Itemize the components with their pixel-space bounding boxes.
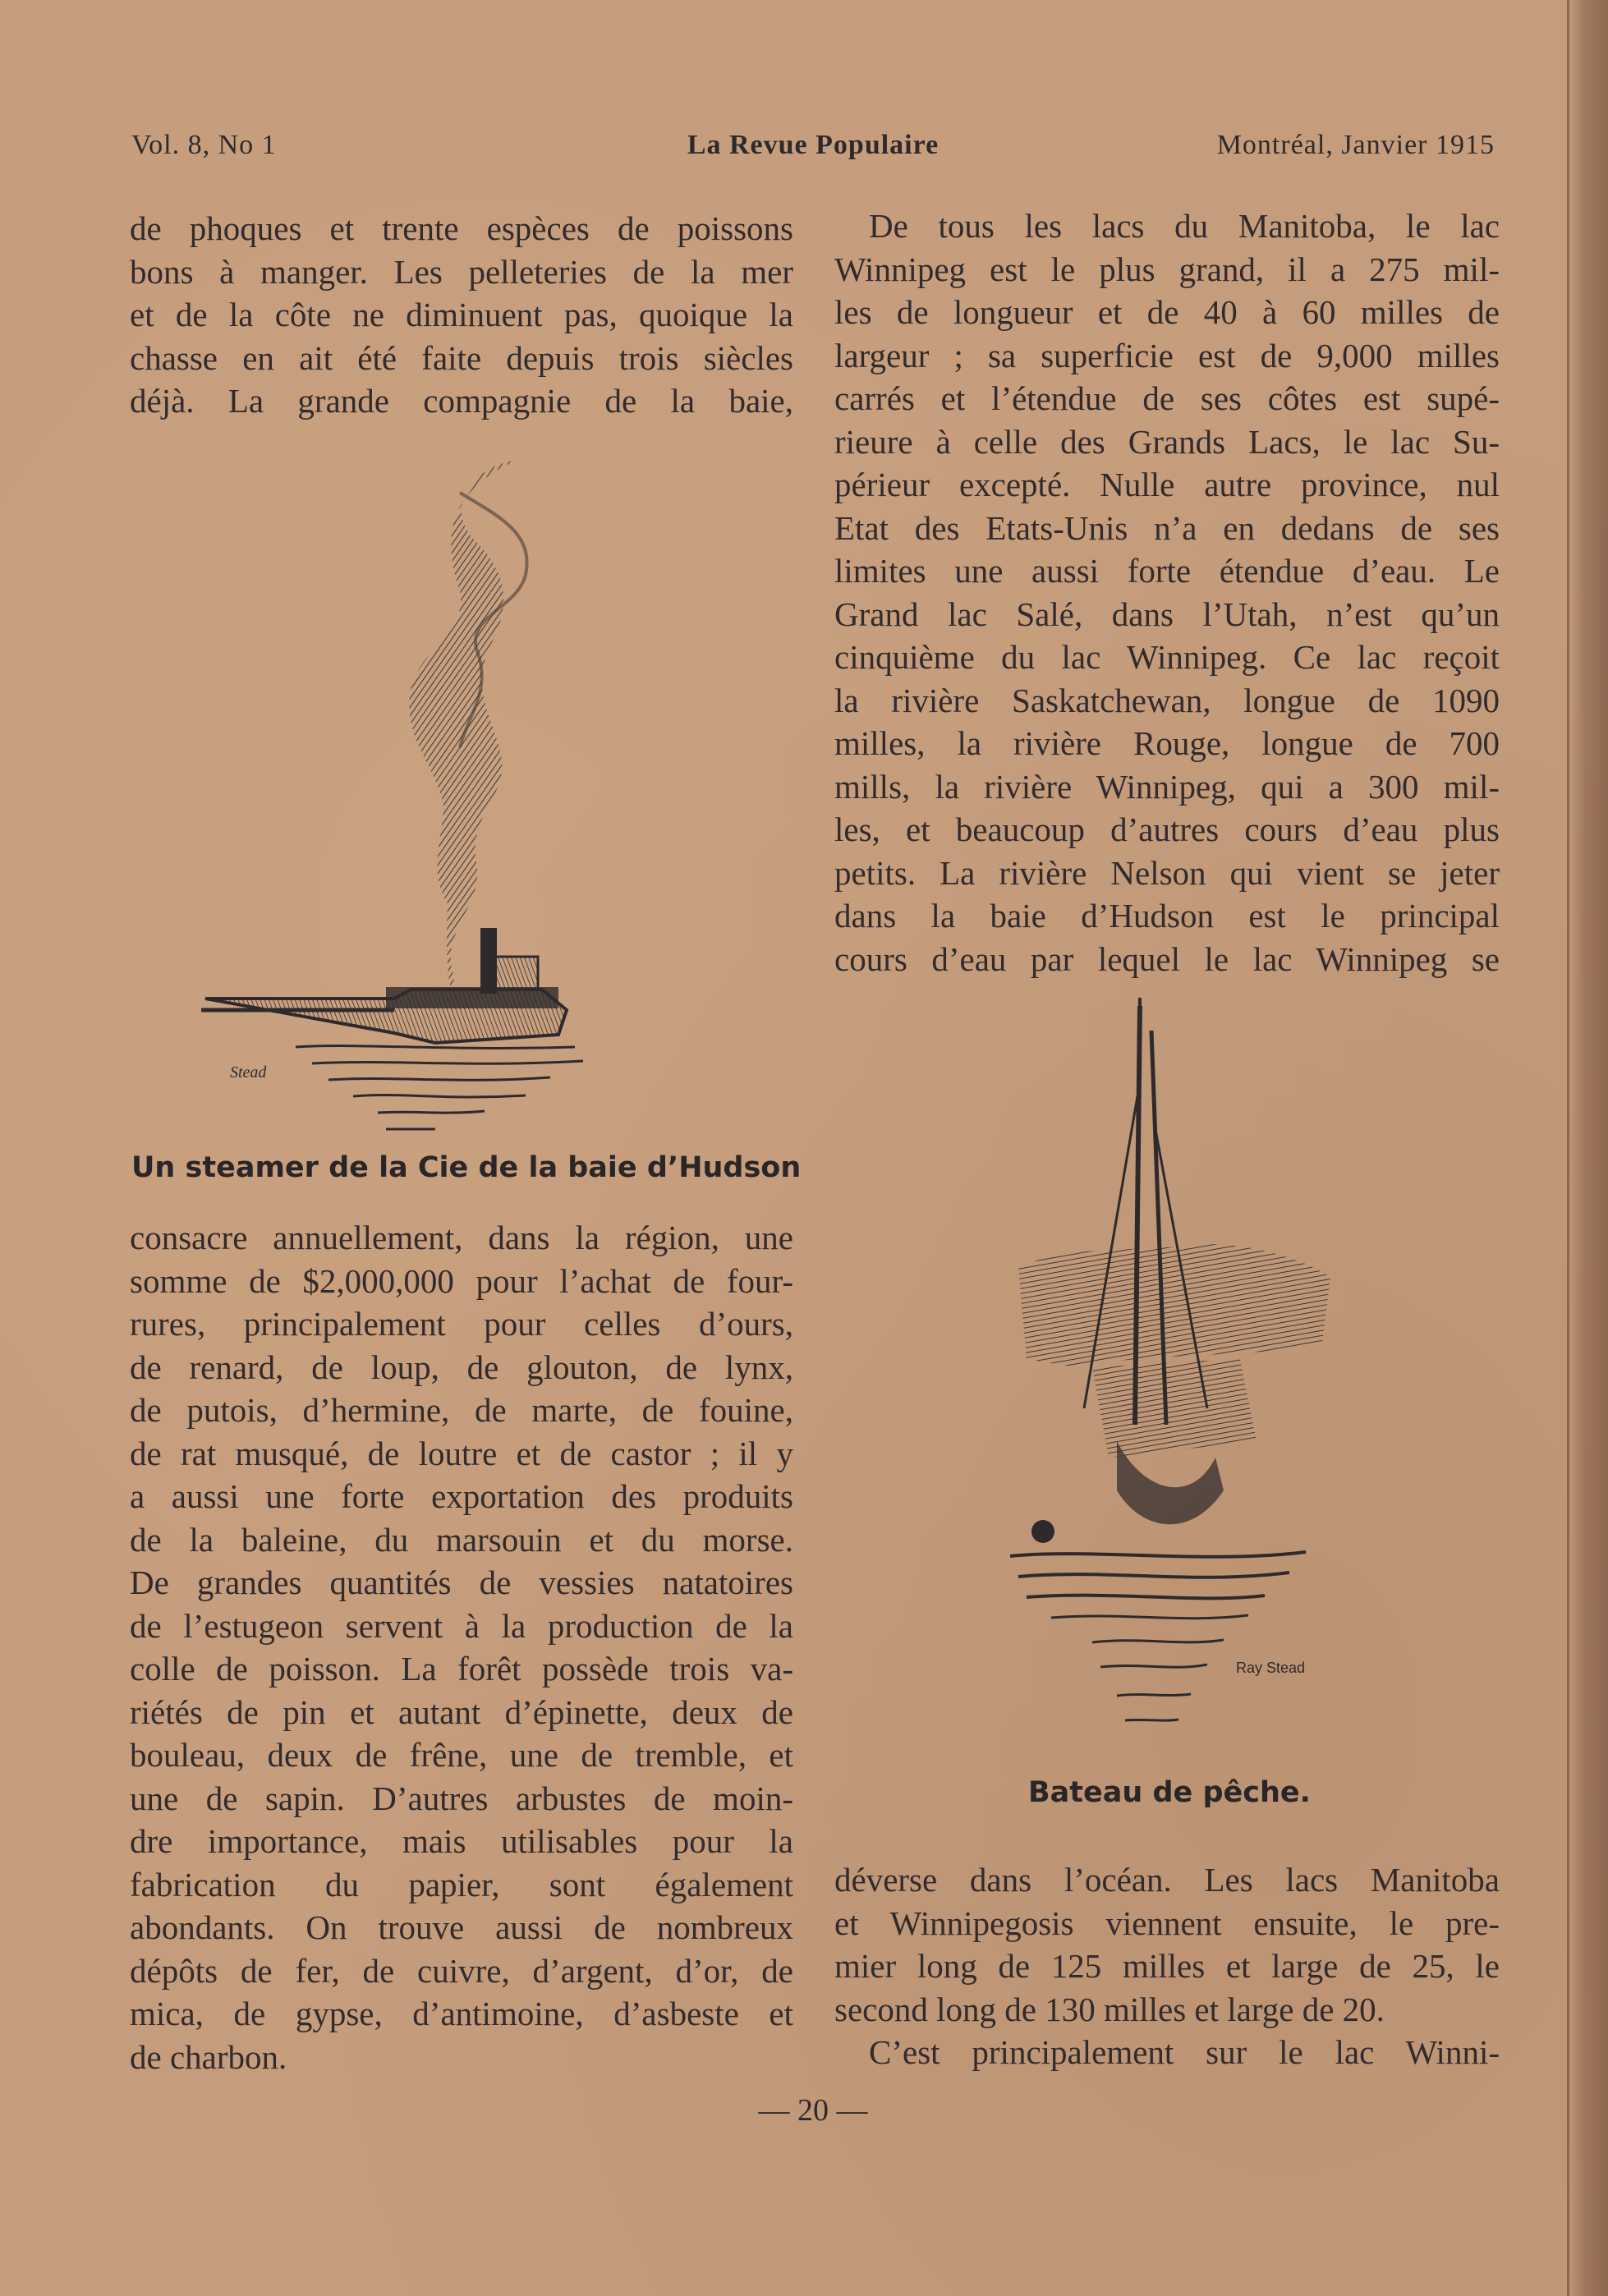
text-line: et de la côte ne diminuent pas, quoique la xyxy=(130,296,793,333)
text-line: colle de poisson. La forêt possède trois va- xyxy=(130,1650,793,1688)
text-line: de l’estugeon servent à la production de la xyxy=(130,1606,793,1645)
text-line: et Winnipegosis viennent ensuite, le pre- xyxy=(834,1903,1500,1942)
text-line: rieure à celle des Grands Lacs, le lac Su- xyxy=(834,422,1500,461)
text-line: de rat musqué, de loutre et de castor ; il y xyxy=(130,1434,793,1472)
text-line: périeur excepté. Nulle autre province, nul xyxy=(834,466,1500,503)
text-line: a aussi une forte exportation des produits xyxy=(130,1477,793,1515)
text-line: dans la baie d’Hudson est le principal xyxy=(834,897,1500,934)
text-line: les de longueur et de 40 à 60 milles de xyxy=(834,293,1500,331)
issue-date: Montréal, Janvier 1915 xyxy=(1216,130,1495,160)
text-line: de charbon. xyxy=(130,2037,287,2076)
text-line: carrés et l’étendue de ses côtes est supé- xyxy=(834,379,1500,417)
right-column-bottom-text xyxy=(834,1858,1500,2074)
page-edge-shadow xyxy=(1569,0,1608,2296)
text-line: une de sapin. D’autres arbustes de moin- xyxy=(130,1779,793,1817)
steamer-signature: Stead xyxy=(230,1063,267,1081)
text-line: milles, la rivière Rouge, longue de 700 xyxy=(834,724,1500,762)
fishing-boat-signature: Ray Stead xyxy=(1236,1660,1306,1676)
text-line: mier long de 125 milles et large de 25, le xyxy=(834,1947,1500,1985)
text-line: mills, la rivière Winnipeg, qui a 300 mil- xyxy=(834,767,1500,806)
text-line: bouleau, deux de frêne, une de tremble, et xyxy=(130,1736,793,1774)
text-line: Etat des Etats-Unis n’a en dedans de ses xyxy=(834,508,1500,547)
text-line: rures, principalement pour celles d’ours, xyxy=(130,1305,793,1343)
text-line: déverse dans l’océan. Les lacs Manitoba xyxy=(834,1861,1500,1899)
steamer-caption: Un steamer de la Cie de la baie d’Hudson xyxy=(131,1151,802,1184)
text-line: chasse en ait été faite depuis trois siècles xyxy=(130,338,793,377)
text-line: Grand lac Salé, dans l’Utah, n’est qu’un xyxy=(834,595,1500,633)
left-column-top-text xyxy=(130,207,793,423)
page-number: — 20 — xyxy=(758,2093,868,2128)
fishing-boat-illustration xyxy=(994,998,1355,1770)
text-line: consacre annuellement, dans la région, une xyxy=(130,1219,793,1256)
text-line: dépôts de fer, de cuivre, d’argent, d’or, de xyxy=(130,1951,793,1990)
text-line: de phoques et trente espèces de poissons xyxy=(130,209,793,247)
steamer-boat xyxy=(201,928,583,1129)
text-line: de la baleine, du marsouin et du morse. xyxy=(130,1520,793,1559)
text-line: C’est principalement sur le lac Winni- xyxy=(869,2033,1500,2071)
text-line: de renard, de loup, de glouton, de lynx, xyxy=(130,1348,793,1386)
page-edge-line xyxy=(1567,0,1569,2296)
smoke-plume xyxy=(409,460,526,990)
text-line: dre importance, mais utilisables pour la xyxy=(130,1822,793,1860)
left-column-bottom-text xyxy=(130,1216,793,2078)
text-line: abondants. On trouve aussi de nombreux xyxy=(130,1908,793,1946)
text-line: Winnipeg est le plus grand, il a 275 mil- xyxy=(834,250,1500,288)
magazine-title: La Revue Populaire xyxy=(687,130,940,160)
text-line: fabrication du papier, sont également xyxy=(130,1865,793,1903)
text-line: la rivière Saskatchewan, longue de 1090 xyxy=(834,681,1500,719)
running-header xyxy=(131,130,1495,171)
fishing-boat-caption: Bateau de pêche. xyxy=(1028,1776,1311,1809)
volume-number: Vol. 8, No 1 xyxy=(131,130,277,160)
text-line: second long de 130 milles et large de 20. xyxy=(834,1990,1385,2028)
fishing-boat-sails xyxy=(1018,1244,1330,1524)
text-line: cours d’eau par lequel le lac Winnipeg se xyxy=(834,939,1500,978)
text-line: cinquième du lac Winnipeg. Ce lac reçoit xyxy=(834,638,1500,676)
text-line: de putois, d’hermine, de marte, de fouine, xyxy=(130,1391,793,1429)
fishing-boat-water xyxy=(1010,1520,1306,1720)
text-line: bons à manger. Les pelleteries de la mer xyxy=(130,252,793,291)
right-column-top-text xyxy=(834,204,1500,980)
steamer-illustration xyxy=(197,443,788,1141)
text-line: somme de $2,000,000 pour l’achat de four- xyxy=(130,1261,793,1300)
text-line: De tous les lacs du Manitoba, le lac xyxy=(869,207,1500,245)
text-line: déjà. La grande compagnie de la baie, xyxy=(130,382,793,420)
text-line: petits. La rivière Nelson qui vient se jeter xyxy=(834,853,1500,892)
text-line: limites une aussi forte étendue d’eau. Le xyxy=(834,552,1500,590)
text-line: mica, de gypse, d’antimoine, d’asbeste et xyxy=(130,1995,793,2032)
text-line: largeur ; sa superficie est de 9,000 milles xyxy=(834,336,1500,374)
text-line: les, et beaucoup d’autres cours d’eau plus xyxy=(834,810,1500,848)
text-line: riétés de pin et autant d’épinette, deux de xyxy=(130,1692,793,1731)
text-line: De grandes quantités de vessies natatoires xyxy=(130,1564,793,1601)
